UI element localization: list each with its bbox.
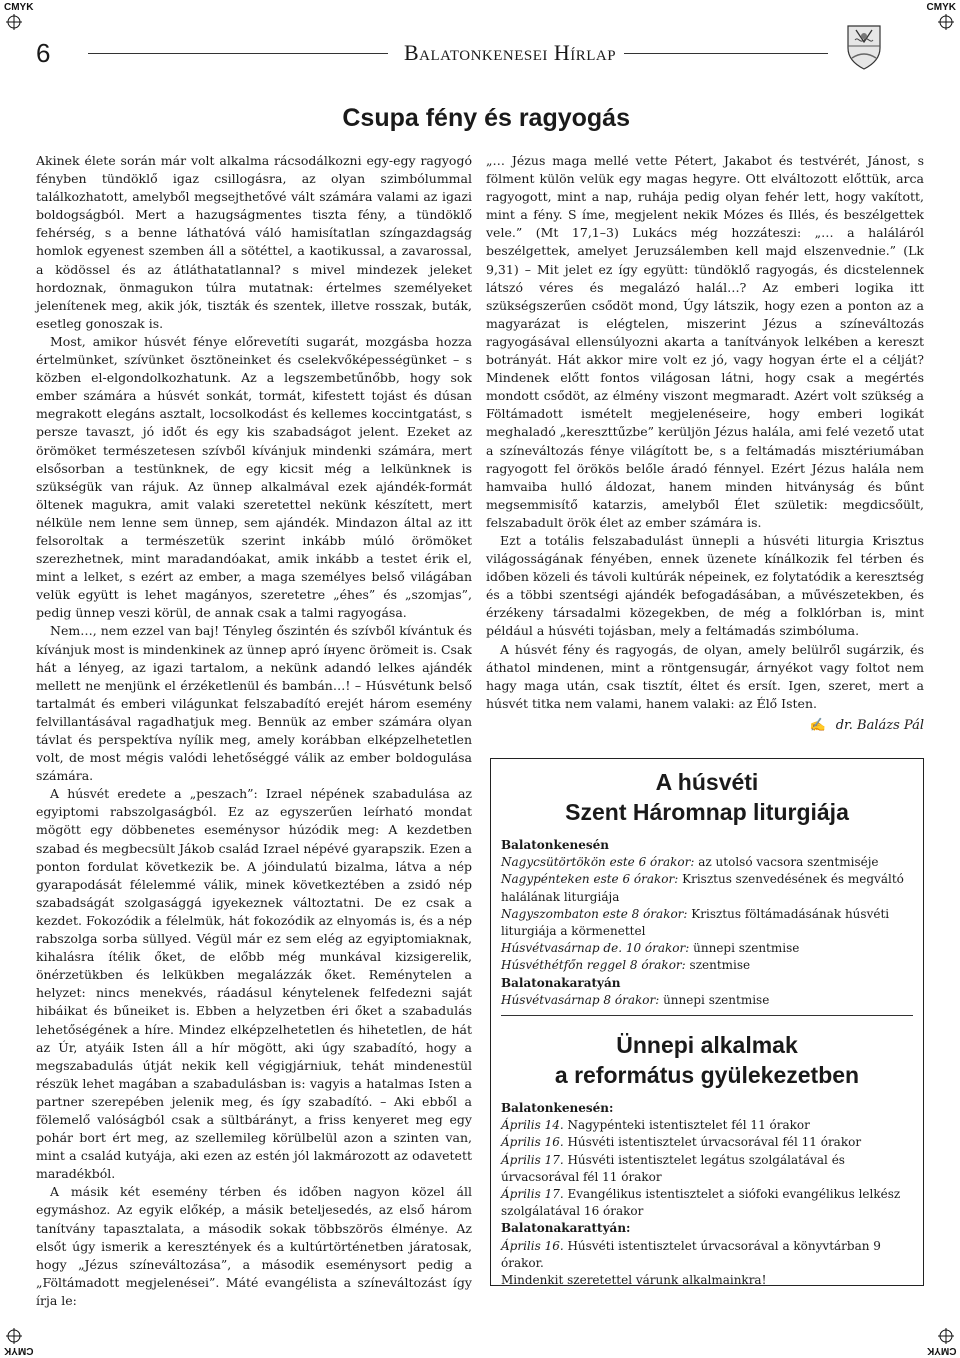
- schedule-item: [501, 1117, 913, 1134]
- author-name: dr. Balázs Pál: [835, 718, 924, 733]
- cmyk-mark: CMYK: [4, 2, 34, 13]
- schedule-time: Április 16.: [501, 1238, 564, 1253]
- box-title-line: Ünnepi alkalmak: [616, 1032, 798, 1059]
- schedule-time: Április 17.: [501, 1152, 564, 1167]
- schedule-description: Húsvéti istentisztelet legátus szolgálatával és úrvacsorával fél 11 órakor: [501, 1152, 845, 1184]
- paragraph: A húsvét fény és ragyogás, de olyan, amely belülről sugárzik, és áthatol mindenen, mint a röntgensugár, árnyékot vagy foltot nem hagy maga után, csak tisztít, éltet és ersít. Igen, szeret, mert a húsvét titka nem valami, hanem valaki: az Élő Isten.: [486, 641, 924, 711]
- cmyk-mark: CMYK: [926, 1345, 956, 1356]
- schedule-description: Krisztus szenvedésének és megváltó halálának liturgiája: [501, 872, 904, 904]
- schedule-time: Április 17.: [501, 1187, 564, 1202]
- paragraph: A húsvét eredete a „peszach”: Izrael népének szabadulása az egyiptomi rabszolgaságból. Ez az egyszerűen leírható mondat mögött egy döbbenetes eseménysor húzódik meg: A kezdetben szabad és megbecsült Jákob család Izrael népévé gyarapszik. Ezen a ponton fordulat következik be. A jóindulatú bizalma, látva a nép gyarapodását félelemmé válik, minek következtében a zsidó nép szabadságát szolgasággá igyekeznek változtatni. De ez csak a kezdet. Fokozódik a félelmük, hát fokozódik az elnyomás is, és a nép rabszolga sorba süllyed. Végül már ez sem elég az egyiptomiaknak, kihalásra ítélik őket, de előbb még munkával kizsigerelik, önérzetükben és lelkükben megalázzák őket. Reménytelen a helyzet: nincs menekvés, ráadásul kénytelenek felfedezni saját hibáikat és bűneiket is. Ebben a helyzetben éri őket a szabadulás lehetőségének a híre. Mindez elképzelhetetlen és hihetetlen, de hát az Úr, atyáik Isten áll a hír mögött, aki úgy szabadító, hogy a megszabadulás útját nekik kell végigjárniuk, tehát mindenestül részük lehet magában a szabadulásban is: vagyis a hatalmas Isten a partner szerepében jelenik meg, és így szabadító. – Aki ebből a fölemelő valóságból csak a sültbárányt, a friss kenyeret meg egy pohár bort ért meg, az szellemileg körülbelül azon a szinten van, mint a család kutyája, aki ezen az estén jól lakmározott az odavetett maradékból.: [36, 786, 472, 1182]
- schedule-time: Nagypénteken este 6 órakor:: [501, 872, 679, 887]
- schedule-description: az utolsó vacsora szentmiséje: [694, 855, 879, 870]
- schedule-time: Nagyszombaton este 8 órakor:: [501, 906, 688, 921]
- schedule-time: Húsvéthétfőn reggel 8 órakor:: [501, 958, 686, 973]
- author-signature: [810, 718, 925, 733]
- schedule-description: Evangélikus istentisztelet a siófoki evangélikus lelkész szolgálatával 16 órakor: [501, 1187, 901, 1219]
- header-rule: [88, 53, 388, 54]
- box-title-line: Szent Háromnap liturgiája: [565, 799, 849, 825]
- registration-mark-icon: [6, 14, 22, 30]
- schedule-time: Április 14.: [501, 1118, 564, 1133]
- schedule-item: [501, 992, 913, 1009]
- paragraph: Ezt a totális felszabadulást ünnepli a húsvéti liturgia Krisztus világosságának fényében, ennek üzenete kínálkozik fel térben és időben közeli és távoli kultúrák népeinek, ez folytatódik a keresztség és a többi szentségi ajándék befogadásában, a művészetekben, és érzékeny társadalmi közegekben, de még a folklórban is, mint például a húsvéti tojásban, mely a feltámadás szimbóluma.: [486, 532, 924, 639]
- schedule-description: Krisztus föltámadásának húsvéti liturgiája a körmenettel: [501, 906, 890, 939]
- schedule-item: [501, 854, 913, 871]
- article-column-left: [36, 152, 472, 1310]
- schedule-item: [501, 1186, 913, 1220]
- location-heading: Balatonkenesén: [501, 838, 609, 852]
- schedule-time: Április 16.: [501, 1135, 564, 1150]
- paragraph: Akinek élete során már volt alkalma rácsodálkozni egy-egy ragyogó fényben tündöklő igaz csillogásra, az olyan szimbólummal találkozhatott, amelyből megsejthetővé vált számára valami az igazi boldogságból. Mert a hazugságmentes tiszta fény, a tündöklő fehérség, s a benne láthatóvá váló hamisítatlan színgazdagság homlok egyenest szemben áll a sötéttel, a kaotikussal, a zavarossal, a ködössel és az átláthatatlannal? s mivel mindezek jeleket hordoznak, önmagukon túlra mutatnak: értelmes személyeket jelenítenek meg, akik jók, tiszták és szentek, illetve rosszak, buták, esetleg gonoszak is.: [36, 153, 472, 331]
- location-heading: Balatonakaratyán: [501, 975, 621, 990]
- registration-mark-icon: [6, 1328, 22, 1344]
- registration-mark-icon: [938, 14, 954, 30]
- paragraph: Nem…, nem ezzel van baj! Tényleg őszintén és szívből kívántuk és kívánjuk most is mindenkinek az ünnep apró íнyenc örömeit is. Csak hát a lényeg, az igazi tartalom, a nekünk adandó lelkes ajándék mellett ne menjünk el érzéketlenül és bambán…! – Húsvétunk belső tartalmát és emberi világunkat felszabadító erejét három esemény felvillantásával ragadhatjuk meg. Bennük az ember számára olyan távlat és perspektíva nyílik meg, amely korábban elképzelhetetlen volt, de most mégis valódi lehetőséggé válik az ember boldogulása számára.: [36, 623, 472, 784]
- schedule-description: ünnepi szentmise: [659, 992, 770, 1007]
- cmyk-mark: CMYK: [4, 1345, 34, 1356]
- schedule-description: ünnepi szentmise: [689, 941, 800, 956]
- box-title-line: A húsvéti: [655, 769, 759, 795]
- coat-of-arms-icon: [846, 22, 882, 70]
- header-rule: [624, 53, 828, 54]
- schedule-item: [501, 1134, 913, 1151]
- location-heading: Balatonkenesén:: [501, 1101, 614, 1116]
- masthead: Balatonkenesei Hírlap: [404, 40, 617, 65]
- schedule-time: Húsvétvasárnap de. 10 órakor:: [501, 941, 690, 956]
- schedule-item: [501, 1152, 913, 1186]
- paragraph: „… Jézus maga mellé vette Pétert, Jakabot és testvérét, Jánost, s fölment külön velük egy magas hegyre. Ott elváltozott előttük, arca ragyogott, mint a nap, ruhája pedig olyan fehér lett, hogy vakított, mint a fény. S íme, megjelent nekik Mózes és Illés, és beszélgettek vele.” (Mt 17,1–3) Lukács még hozzáteszi: „… a haláláról beszélgettek, amelyet Jeruzsálemben kell majd elszenvednie.” (Lk 9,31) – Mit jelet ez így együtt: tündöklő ragyogás, és dicstelennek látszó véres és megalázó halál…? Az emberi logika itt szükségszerűen csődöt mond, Úgy látszik, hogy ezen a ponton az a magyarázat is elégtelen, miszerint Jézus a színeváltozás ragyogásával ellensúlyozni akarta a tanítványok lelkében a kereszt botrányát. Hát akkor mire volt ez jó, vagy hogyan érte el a célját? Mindenek előtt fontos világosan látni, hogy csak a megértés mondott csődöt, az élmény viszont megmaradt. Azért volt szükség a Föltámadott ismételt megjelenéseire, hogy emberi logikát meghaladó „kereszttűzbe” kerüljön Jézus halála, ami felé vezető utat a színeváltozás fénye világított be, s a feltámadás misztériumában ragyogott fel örökös belőle áradó fénnyel. Ezért Jézus halála nem hamvaiba hulló áldozat, hanem minden hitványság és bűnt megsemmisítő katarzis, amelyből Élet születik: megdicsőült, felszabadult örök élet az ember számára is.: [486, 153, 924, 530]
- page-number: 6: [36, 38, 51, 68]
- schedule-item: [501, 940, 913, 957]
- reformed-schedule: [501, 1100, 913, 1289]
- paragraph: Most, amikor húsvét fénye előrevetíti sugarát, mozgásba hozza értelmünket, szívünket ösztöneinket és cselekvőképességünket – s közben el-elgondolkozhatunk. Az a legszembetűnőbb, hogy sok ember számára a húsvét sonkát, tormát, kifestett tojást és dúsan megrakott elegáns asztalt, locsolkodást és kellemes koccintgatást, s persze tavaszt, jó időt és egy kis szabadságot jelent. Ezeket az örömöket természetesen szívből kívánjuk mindenki számára, mert elsősorban a testünknek, de egy kicsit még a lelkünknek is szükségük van rájuk. Az ünnep alkalmával ezek ajándék-formát öltenek magukra, amit valaki szeretettel nekünk készített, mert nélküle nem lenne sem ünnep, sem ajándék. Mindazon által az itt felsoroltak a természetük szerint inkább múló örömöket szerezhetnek, mint maradandóakat, amik inkább a testet érik el, mint a lelket, s ezért az ember, a maga személyes belső világában velük együtt is lehet magányos, szeretetre „éhes” és „szomjas”, pedig ünnep veszi körül, de annak csak a talmi ragyogása.: [36, 333, 472, 621]
- cmyk-mark: CMYK: [926, 2, 956, 13]
- article-column-right: [486, 152, 924, 713]
- schedule-note: Mindenkit szeretettel várunk alkalmainkra!: [501, 1273, 767, 1288]
- catholic-schedule: [501, 837, 913, 1009]
- schedule-description: Nagypénteki istentisztelet fél 11 órakor: [563, 1118, 810, 1133]
- paragraph: A másik két esemény térben és időben nagyon közel áll egymáshoz. Az egyik előkép, a másik beteljesedés, az első három tanítvány tapasztalata, a második sokak többszörös élménye. Az elsőt úgy ismerik a keresztények és a kultúrtörténetben járatosak, hogy „Jézus színeváltozása”, a második eseménysort pedig a „Föltámadott megjelenései”. Máté evangélista a színeváltozást így írja le:: [36, 1184, 472, 1308]
- schedule-box: [490, 758, 924, 1286]
- schedule-description: Húsvéti istentisztelet úrvacsorával fél 11 órakor: [563, 1135, 862, 1150]
- registration-mark-icon: [938, 1328, 954, 1344]
- schedule-item: [501, 906, 913, 940]
- pen-icon: ✍: [809, 718, 826, 733]
- schedule-time: Nagycsütörtökön este 6 órakor:: [501, 855, 695, 870]
- location-heading: Balatonakarattyán:: [501, 1221, 631, 1236]
- schedule-item: [501, 871, 913, 905]
- schedule-item: [501, 1238, 913, 1272]
- article-title: Csupa fény és ragyogás: [342, 104, 630, 132]
- schedule-description: Húsvéti istentisztelet úrvacsorával a könyvtárban 9 órakor.: [501, 1238, 881, 1270]
- page-header: [36, 36, 930, 70]
- box-title-line: a református gyülekezetben: [554, 1062, 860, 1089]
- divider: [501, 1015, 913, 1016]
- schedule-description: szentmise: [685, 958, 751, 973]
- schedule-time: Húsvétvasárnap 8 órakor:: [501, 992, 660, 1007]
- schedule-item: [501, 957, 913, 974]
